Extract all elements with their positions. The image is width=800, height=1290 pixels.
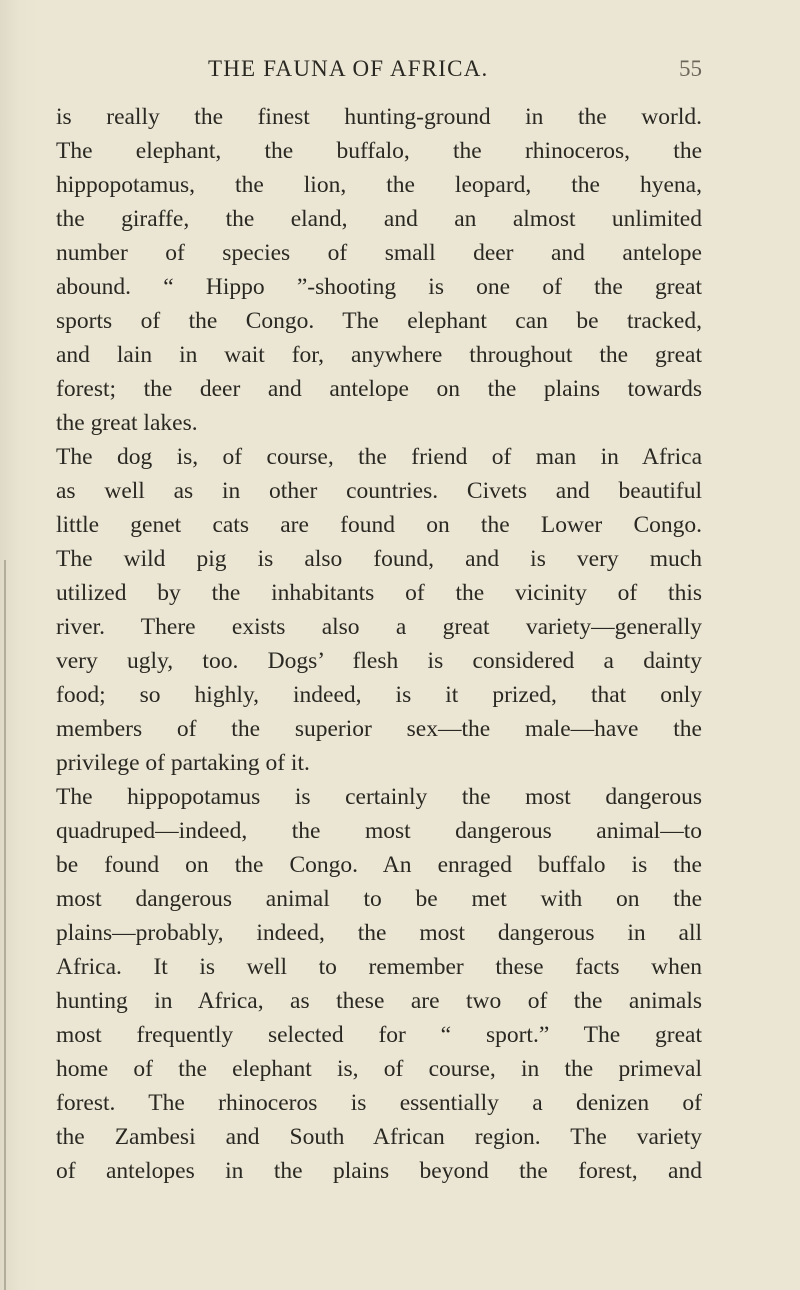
text-line: forest; the deer and antelope on the plains towards: [56, 376, 702, 402]
body-text: [56, 100, 702, 1188]
text-line: Africa. It is well to remember these facts when: [56, 954, 702, 980]
text-line: sports of the Congo. The elephant can be tracked,: [56, 308, 702, 334]
text-line: quadruped—indeed, the most dangerous animal—to: [56, 818, 702, 844]
text-line: members of the superior sex—the male—have the: [56, 716, 702, 742]
paragraph-end-line: privilege of partaking of it.: [56, 750, 310, 776]
text-line: the giraffe, the eland, and an almost unlimited: [56, 206, 702, 232]
text-line: home of the elephant is, of course, in the primeval: [56, 1056, 702, 1082]
text-line: The wild pig is also found, and is very much: [56, 546, 702, 572]
text-line: very ugly, too. Dogs’ flesh is considered a dainty: [56, 648, 702, 674]
page-number: 55: [679, 56, 702, 81]
text-line: forest. The rhinoceros is essentially a denizen of: [56, 1090, 702, 1116]
running-title: THE FAUNA OF AFRICA.: [208, 56, 489, 81]
text-line: The elephant, the buffalo, the rhinoceros, the: [56, 138, 702, 164]
text-line: utilized by the inhabitants of the vicinity of this: [56, 580, 702, 606]
text-line: be found on the Congo. An enraged buffalo is the: [56, 852, 702, 878]
text-line: plains—probably, indeed, the most dangerous in all: [56, 920, 702, 946]
text-line: The dog is, of course, the friend of man in Africa: [56, 444, 702, 470]
text-line: little genet cats are found on the Lower Congo.: [56, 512, 702, 538]
text-line: river. There exists also a great variety—generally: [56, 614, 702, 640]
text-line: as well as in other countries. Civets and beautiful: [56, 478, 702, 504]
text-line: is really the finest hunting-ground in the world.: [56, 104, 702, 130]
page-edge-shadow: [4, 560, 6, 1290]
text-line: and lain in wait for, anywhere throughout the great: [56, 342, 702, 368]
text-line: most frequently selected for “ sport.” The great: [56, 1022, 702, 1048]
paragraph-end-line: the great lakes.: [56, 410, 198, 436]
text-line: most dangerous animal to be met with on the: [56, 886, 702, 912]
running-header: [100, 56, 702, 90]
text-line: hippopotamus, the lion, the leopard, the hyena,: [56, 172, 702, 198]
text-line: of antelopes in the plains beyond the forest, and: [56, 1158, 702, 1184]
text-line: food; so highly, indeed, is it prized, that only: [56, 682, 702, 708]
text-line: number of species of small deer and antelope: [56, 240, 702, 266]
text-line: hunting in Africa, as these are two of the animals: [56, 988, 702, 1014]
text-line: The hippopotamus is certainly the most dangerous: [56, 784, 702, 810]
text-line: abound. “ Hippo ”-shooting is one of the great: [56, 274, 702, 300]
text-line: the Zambesi and South African region. The variety: [56, 1124, 702, 1150]
